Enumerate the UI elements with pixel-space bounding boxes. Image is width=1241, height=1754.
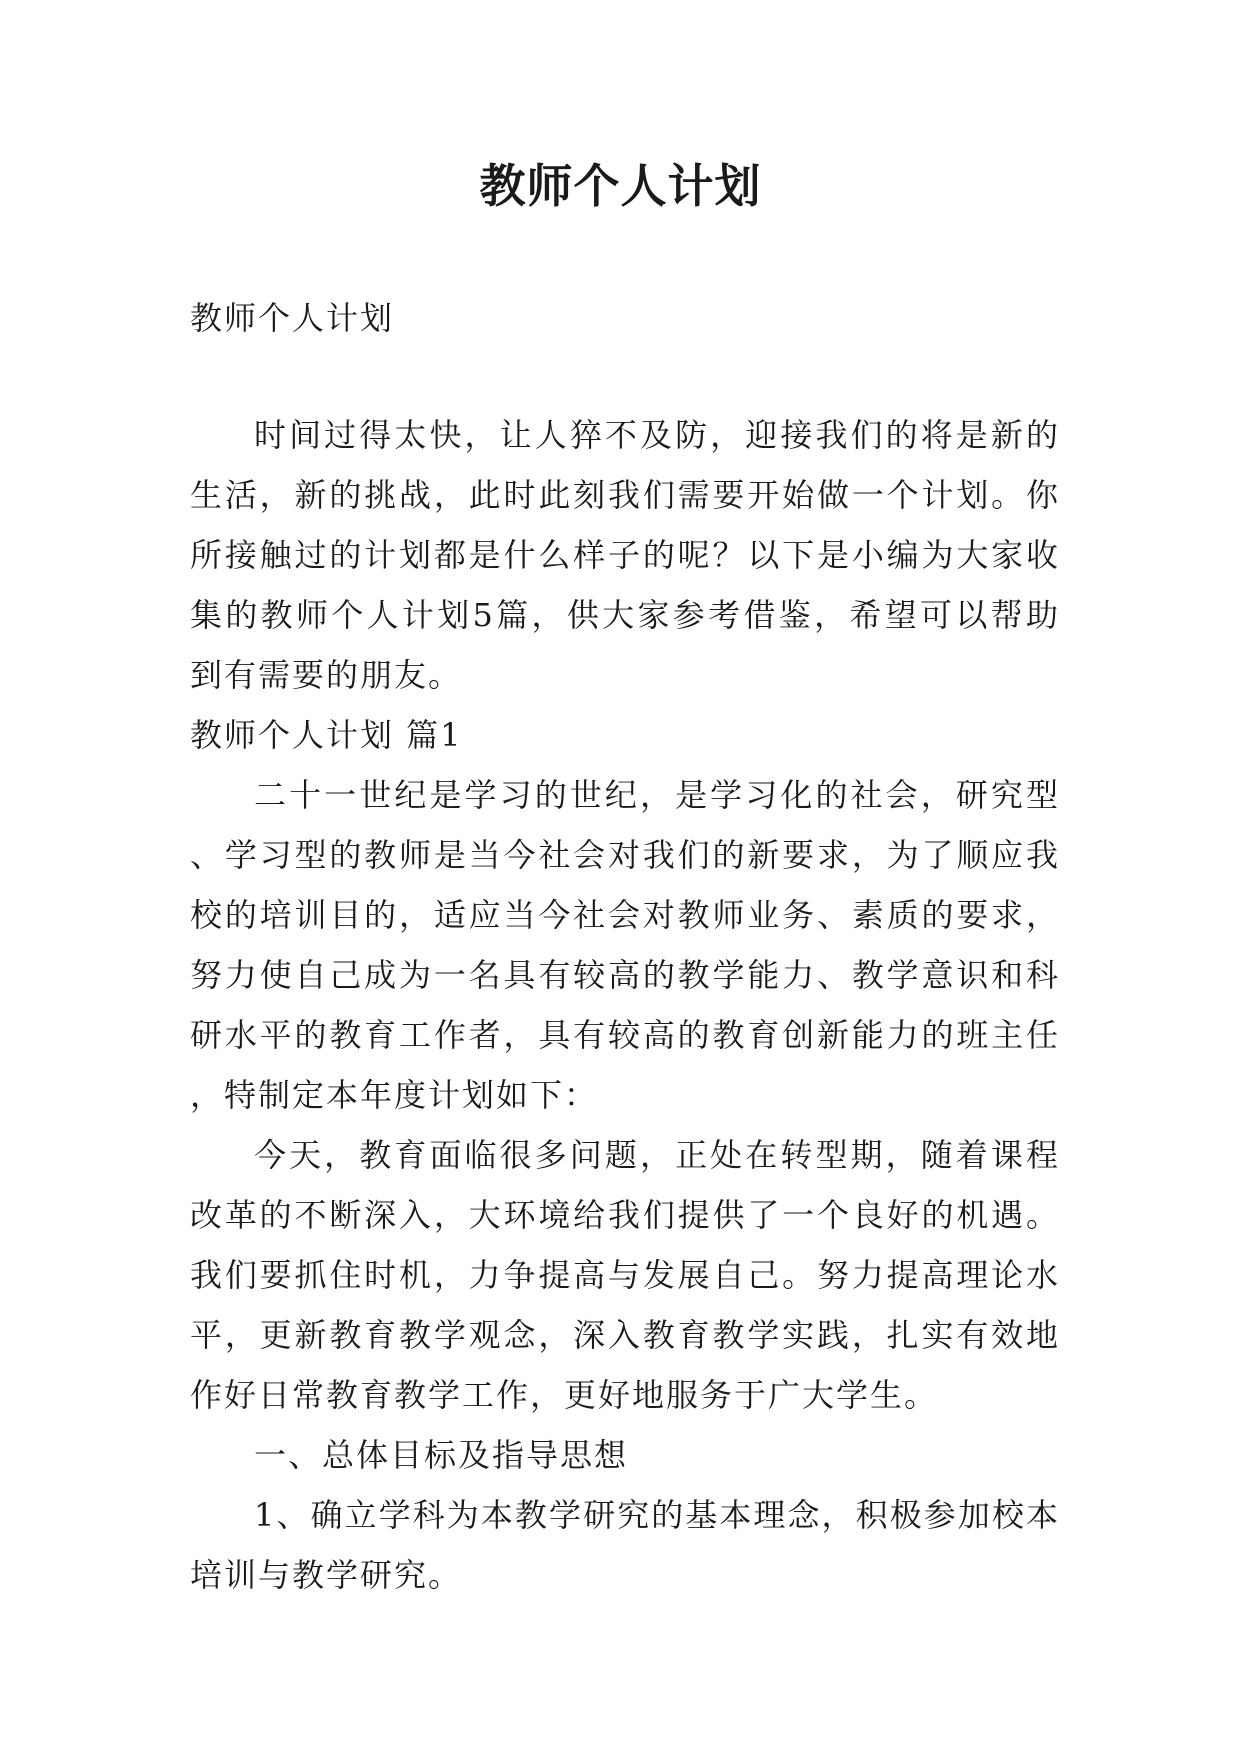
section-heading: 教师个人计划 篇1	[190, 716, 463, 754]
body-paragraph: 1、确立学科为本教学研究的基本理念，积极参加校本培训与教学研究。	[190, 1496, 1060, 1594]
document-body	[190, 288, 1060, 1605]
document-subtitle: 教师个人计划	[190, 299, 395, 337]
spacer	[190, 348, 1060, 405]
intro-paragraph: 时间过得太快，让人猝不及防，迎接我们的将是新的生活，新的挑战，此时此刻我们需要开始做一个计划。你所接触过的计划都是什么样子的呢？以下是小编为大家收集的教师个人计划5篇，供大家参考借鉴，希望可以帮助到有需要的朋友。	[190, 416, 1060, 694]
body-paragraph: 今天，教育面临很多问题，正处在转型期，随着课程改革的不断深入，大环境给我们提供了一个良好的机遇。我们要抓住时机，力争提高与发展自己。努力提高理论水平，更新教育教学观念，深入教育教学实践，扎实有效地作好日常教育教学工作，更好地服务于广大学生。	[190, 1136, 1060, 1414]
body-paragraph: 二十一世纪是学习的世纪，是学习化的社会，研究型、学习型的教师是当今社会对我们的新要求，为了顺应我校的培训目的，适应当今社会对教师业务、素质的要求，努力使自己成为一名具有较高的教学能力、教学意识和科研水平的教育工作者，具有较高的教育创新能力的班主任，特制定本年度计划如下：	[190, 776, 1060, 1114]
subsection-heading: 一、总体目标及指导思想	[254, 1436, 629, 1474]
document-title: 教师个人计划	[479, 159, 762, 213]
